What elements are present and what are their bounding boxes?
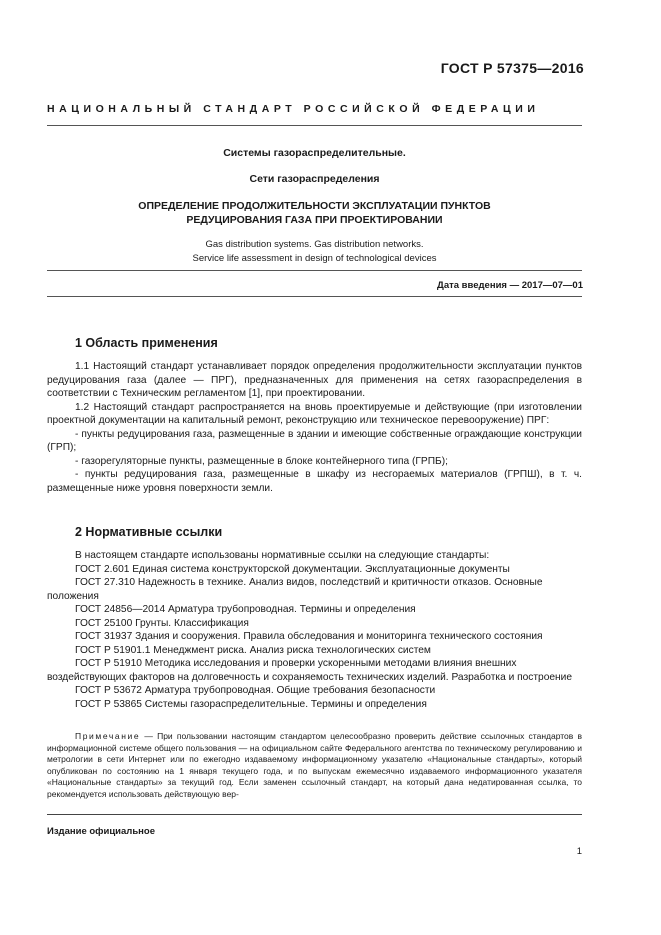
official-edition-label: Издание официальное	[47, 826, 155, 837]
english-title-line-2: Service life assessment in design of technological devices	[192, 252, 437, 264]
document-id: ГОСТ Р 57375—2016	[440, 60, 584, 76]
references-intro: В настоящем стандарте использованы нормативные ссылки на следующие стандарты:	[75, 550, 490, 561]
english-title-line-1: Gas distribution systems. Gas distribution networks.	[205, 239, 424, 250]
section-2-body	[47, 549, 582, 711]
title-line-2: Сети газораспределения	[249, 173, 380, 185]
note-label: Примечание	[75, 731, 141, 741]
header-divider	[47, 125, 582, 126]
paragraph-1-2: 1.2 Настоящий стандарт распространяется на вновь проектируемые и действующие (при изготовлении проектной документации на капитальный ремонт, реконструкцию или техническое перевооружение) ПРГ:	[47, 401, 582, 426]
section-1-body	[47, 360, 582, 495]
main-title-line-2: РЕДУЦИРОВАНИЯ ГАЗА ПРИ ПРОЕКТИРОВАНИИ	[186, 214, 443, 226]
reference-item: ГОСТ 24856—2014 Арматура трубопроводная. Термины и определения	[75, 604, 416, 615]
reference-item: ГОСТ 27.310 Надежность в технике. Анализ видов, последствий и критичности отказов. Основные положения	[47, 577, 543, 602]
reference-item: ГОСТ 2.601 Единая система конструкторской документации. Эксплуатационные документы	[75, 563, 510, 575]
reference-item: ГОСТ Р 51910 Методика исследования и проверки ускоренными методами влияния внешних воздействующих факторов на долговечность и сохраняемость технических изделий. Разработка и построение	[47, 658, 573, 683]
title-line-1: Системы газораспределительные.	[223, 147, 406, 159]
english-title	[47, 238, 582, 265]
note-text: — При пользовании настоящим стандартом целесообразно проверить действие ссылочных стандартов в информационной системе общего пользования — на официальном сайте Федерального агентства по техническому регулированию и метрологии в сети Интернет или по ежегодно издаваемому информационному указателю «Национальные стандарты», который опубликован по состоянию на 1 января текущего года, и по выпускам ежемесячно издаваемого информационного указателя «Национальные стандарты» за текущий год. Если заменен ссылочный стандарт, на который дана недатированная ссылка, то рекомендуется использовать действующую вер-	[47, 731, 582, 799]
footer-divider	[47, 814, 582, 815]
bullet-grp: - пункты редуцирования газа, размещенные в здании и имеющие собственные ограждающие конструкции (ГРП);	[47, 428, 582, 453]
bullet-grpb: - газорегуляторные пункты, размещенные в блоке контейнерного типа (ГРПБ);	[75, 455, 448, 467]
title-divider	[47, 270, 582, 271]
national-standard-banner: НАЦИОНАЛЬНЫЙ СТАНДАРТ РОССИЙСКОЙ ФЕДЕРАЦИИ	[47, 103, 540, 115]
reference-item: ГОСТ Р 53865 Системы газораспределительные. Термины и определения	[75, 698, 427, 710]
main-title-line-1: ОПРЕДЕЛЕНИЕ ПРОДОЛЖИТЕЛЬНОСТИ ЭКСПЛУАТАЦИИ ПУНКТОВ	[138, 200, 491, 212]
section-1-heading: 1 Область применения	[75, 336, 218, 350]
reference-item: ГОСТ Р 51901.1 Менеджмент риска. Анализ риска технологических систем	[75, 644, 431, 656]
reference-item: ГОСТ 31937 Здания и сооружения. Правила обследования и мониторинга технического состояния	[75, 631, 543, 642]
reference-item: ГОСТ 25100 Грунты. Классификация	[75, 617, 249, 629]
page-number: 1	[576, 846, 582, 857]
note-paragraph	[47, 731, 582, 801]
reference-item: ГОСТ Р 53672 Арматура трубопроводная. Общие требования безопасности	[75, 685, 436, 696]
paragraph-1-1: 1.1 Настоящий стандарт устанавливает порядок определения продолжительности эксплуатации пунктов редуцирования газа (далее — ПРГ), предназначенных для применения на сетях газораспределения в соответствии с Техническим регламентом [1], при проектировании.	[47, 361, 582, 399]
bullet-grpsh: - пункты редуцирования газа, размещенные в шкафу из несгораемых материалов (ГРПШ), в т. ч. размещенные ниже уровня поверхности земли.	[47, 469, 582, 494]
note-block	[47, 731, 582, 801]
date-divider	[47, 296, 582, 297]
introduction-date: Дата введения — 2017—07—01	[437, 280, 583, 291]
main-title	[47, 199, 582, 227]
section-2-heading: 2 Нормативные ссылки	[75, 525, 223, 539]
